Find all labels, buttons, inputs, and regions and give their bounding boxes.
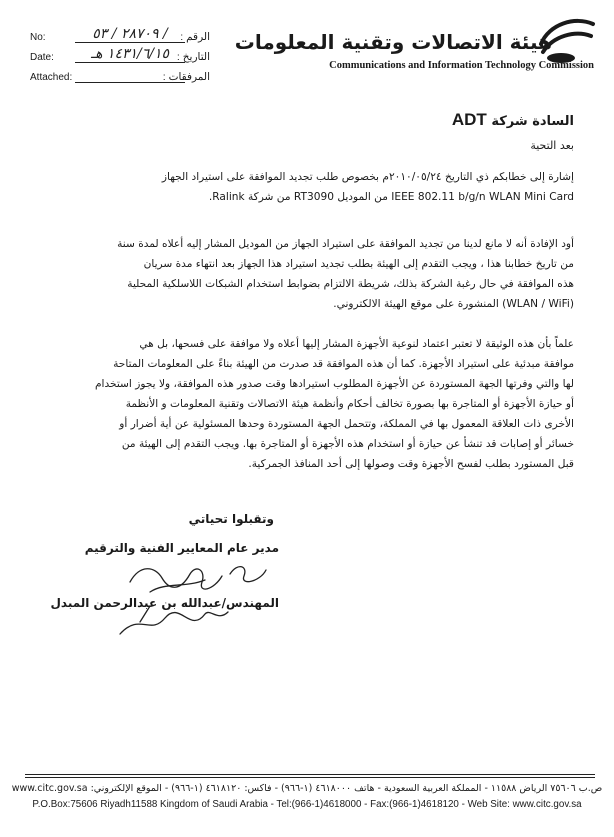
ref-number-label-en: No:	[30, 32, 46, 43]
signatory-title: مدير عام المعايير الفنية والترقيم	[84, 541, 279, 555]
date-value: ١٤٣١/٦/١٥ هـ	[75, 46, 185, 63]
paragraph-line: الأخرى ذات العلاقة المعمول بها في المملكة، وتتحمل الجهة المستوردة وحدها المسئولية عن أية أضرار أو	[119, 418, 574, 430]
org-name-en: Communications and Information Technology Commission	[329, 60, 594, 71]
paragraph-line: إشارة إلى خطابكم ذي التاريخ ٢٠١٠/٠٥/٢٤م بخصوص طلب تجديد الموافقة على استيراد الجهاز	[161, 171, 574, 183]
greeting: بعد التحية	[530, 139, 574, 152]
recipient-company: ADT	[451, 110, 487, 129]
paragraph-line: IEEE 802.11 b/g/n WLAN Mini Card من الموديل RT3090 من شركة Ralink.	[208, 191, 574, 203]
org-name-ar: هيئة الاتصالات وتقنية المعلومات	[234, 30, 552, 54]
paragraph-line: أود الإفادة أنه لا مانع لدينا من تجديد الموافقة على استيراد الجهاز من الموديل المشار إليه أعلاه لمدة سنة	[117, 238, 574, 250]
ref-number-value: ٢٨٧٠٩ / ٥٣ /	[75, 26, 185, 43]
paragraph-line: علماً بأن هذه الوثيقة لا تعتبر اعتماد لنوعية الأجهزة المشار إليها أعلاه ولا موافقة على فسحها، بل هي	[139, 338, 574, 350]
closing: وتقبلوا تحياتي	[188, 512, 274, 526]
attached-label-ar: المرفقات :	[162, 71, 210, 83]
footer-address-ar: ص.ب ٧٥٦٠٦ الرياض ١١٥٨٨ - المملكة العربية السعودية - هاتف ٤٦١٨٠٠٠ (١-٩٦٦) - فاكس: ٤٦١٨١٢٠ (١-٩٦٦) - الموقع الإلكتروني: www.citc.gov.sa	[11, 783, 603, 794]
paragraph-line: أو حيازة الأجهزة أو المتاجرة بها بصورة تخالف أحكام وأنظمة هيئة الاتصالات وتقنية المعلومات و الأنظمة	[125, 398, 574, 410]
paragraph-line: من تاريخ خطابنا هذا ، ويجب التقدم إلى الهيئة بطلب تجديد استيراد هذا الجهاز بعد انتهاء مدة سريان	[143, 258, 574, 270]
recipient-prefix: السادة شركة	[491, 114, 574, 129]
paragraph-line: موافقة مبدئية على استيراد الأجهزة. كما أن هذه الموافقة قد صدرت من الهيئة بناءً على المعلومات المتاحة	[113, 358, 574, 370]
footer-rule-bottom	[25, 777, 595, 778]
paragraph-line: قبل المستورد بطلب لفسح الأجهزة وقت وصولها إلى أحد المنافذ الجمركية.	[248, 458, 574, 470]
paragraph-1	[34, 167, 574, 207]
date-label-en: Date:	[30, 52, 54, 63]
footer-rule-top	[25, 774, 595, 775]
footer-address-en: P.O.Box:75606 Riyadh11588 Kingdom of Saudi Arabia - Tel:(966-1)4618000 - Fax:(966-1)4618120 - Web Site: www.citc.gov.sa	[32, 799, 582, 810]
attached-label-en: Attached:	[30, 72, 73, 83]
ref-number-row	[30, 26, 210, 46]
paragraph-3	[14, 334, 574, 474]
signatory-name: المهندس/عبدالله بن عبدالرحمن المبدل	[50, 596, 279, 610]
ref-number-label-ar: الرقم :	[180, 31, 210, 43]
paragraph-line: هذه الموافقة في حال رغبة الشركة بذلك، شريطة الالتزام بضوابط استخدام الشبكات اللاسلكية المحلية	[127, 278, 574, 290]
attached-row	[30, 70, 210, 86]
date-label-ar: التاريخ :	[176, 51, 210, 63]
paragraph-2	[14, 234, 574, 314]
recipient	[452, 110, 574, 130]
paragraph-line: (WLAN / WiFi) المنشورة على موقع الهيئة الالكتروني.	[333, 298, 574, 310]
date-row	[30, 46, 210, 66]
paragraph-line: خسائر أو إصابات قد تنشأ عن حيازة أو استخدام هذه الأجهزة أو المتاجرة بها. ويجب التقدم إلى الهيئة من	[121, 438, 574, 450]
paragraph-line: لها والتي وفرتها الجهة المستوردة عن الأجهزة المطلوب استيرادها وقت صدور هذه الموافقة، ولا يجوز استخدام	[94, 378, 574, 390]
